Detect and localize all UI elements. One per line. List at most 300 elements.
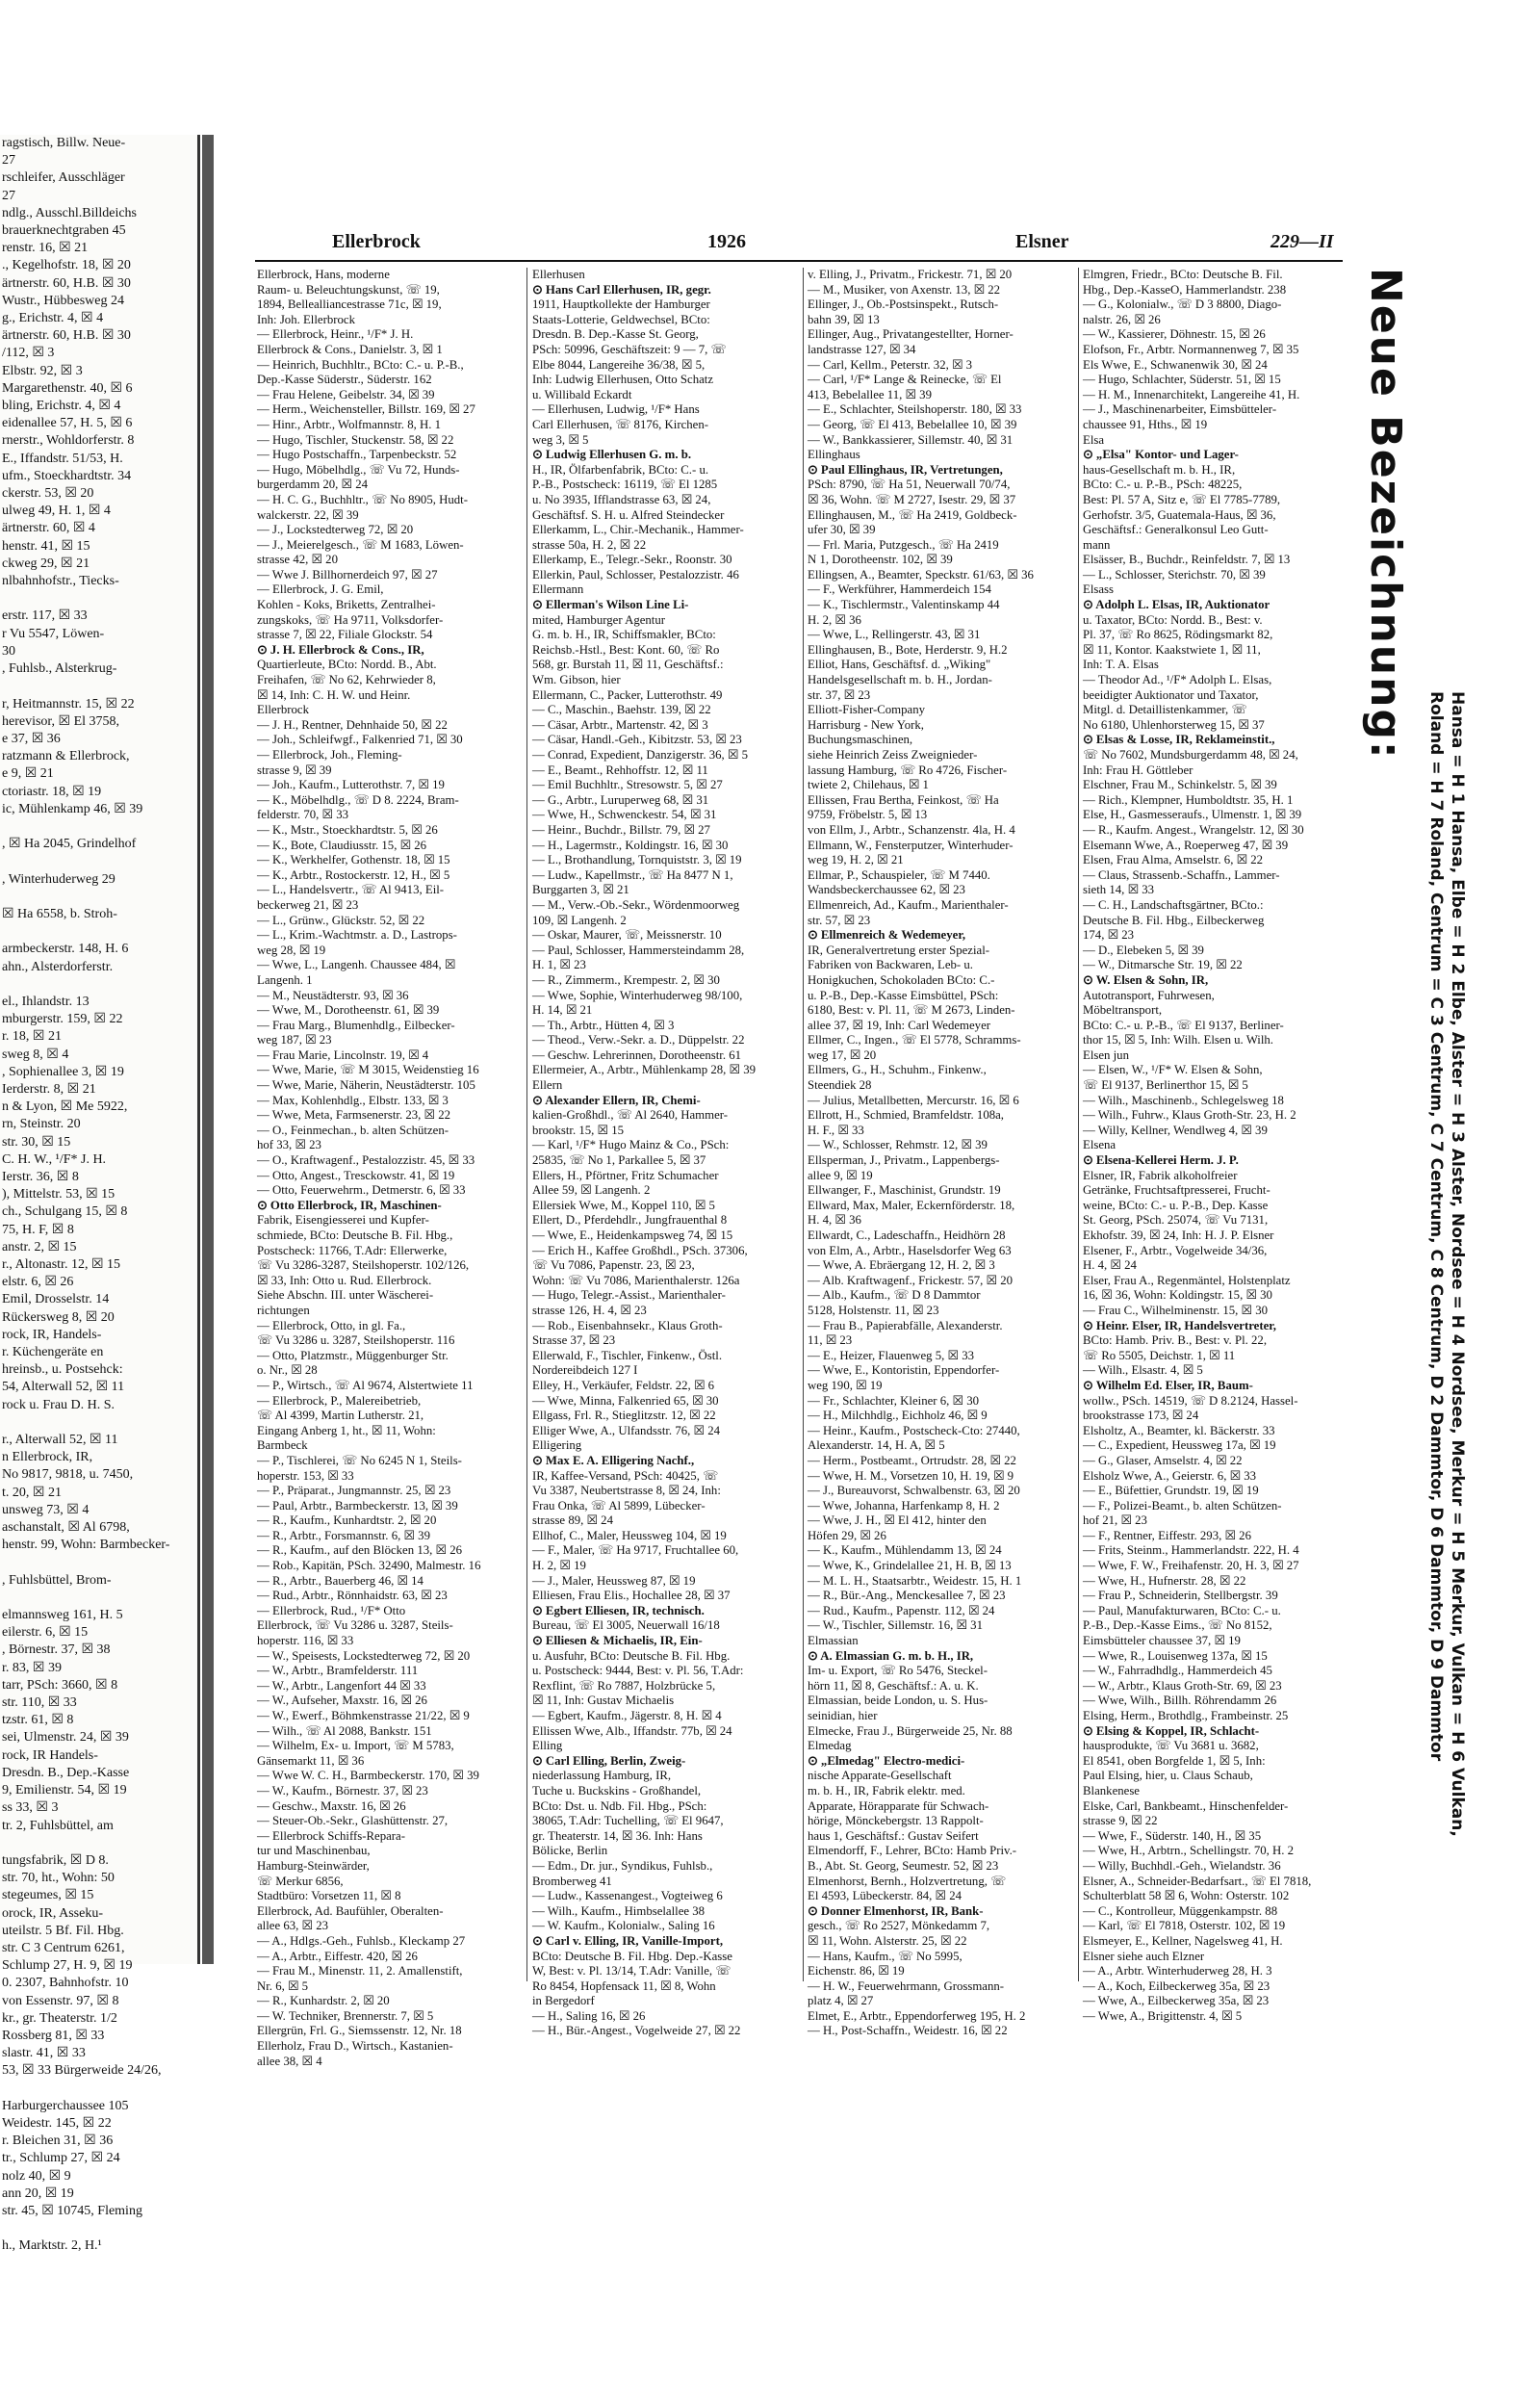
- directory-entry-line: Elbe 8044, Langereihe 36/38, ☒ 5,: [532, 357, 706, 372]
- directory-entry-line: — Emil Buchhltr., Stresowstr. 5, ☒ 27: [532, 778, 723, 792]
- previous-page-line: [0, 976, 197, 994]
- directory-entry-line: 1911, Hauptkollekte der Hamburger: [532, 297, 710, 312]
- directory-entry-line: Ellhof, C., Maler, Heussweg 104, ☒ 19: [532, 1528, 727, 1542]
- directory-entry-line: W, Best: v. Pl. 13/14, T.Adr: Vanille, ☏: [532, 1964, 732, 1978]
- directory-entry-line: ☒ 11, Wohn. Alsterstr. 25, ☒ 22: [808, 1933, 967, 1948]
- directory-entry-line: — R., Bür.-Ang., Menckesallee 7, ☒ 23: [808, 1589, 1006, 1603]
- directory-entry-line: — M., Musiker, von Axenstr. 13, ☒ 22: [808, 282, 1001, 297]
- directory-entry-line: — Wwe, Marie, Näherin, Neustädterstr. 105: [257, 1078, 475, 1093]
- directory-entry-line: Ellerkamp, E., Telegr.-Sekr., Roonstr. 30: [532, 553, 732, 567]
- directory-entry-line: Apparate, Hörapparate für Schwach-: [808, 1798, 989, 1813]
- directory-entry-line: ⊙ A. Elmassian G. m. b. H., IR,: [808, 1648, 974, 1663]
- directory-entry-line: Elmedag: [808, 1739, 852, 1753]
- previous-page-line: ärtnerstr. 60, H.B. ☒ 30: [2, 275, 131, 291]
- directory-entry-line: 11, ☒ 23: [808, 1333, 853, 1348]
- directory-entry-line: Gänsemarkt 11, ☒ 36: [257, 1753, 365, 1768]
- previous-page-line: Ierderstr. 8, ☒ 21: [2, 1081, 96, 1097]
- directory-entry-line: B., Abt. St. Georg, Seumestr. 52, ☒ 23: [808, 1858, 999, 1873]
- directory-entry-line: Eichenstr. 86, ☒ 19: [808, 1964, 905, 1978]
- directory-entry-line: — R., Kaufm., auf den Blöcken 13, ☒ 26: [257, 1543, 462, 1558]
- directory-entry-line: Ellerbrock, ☏ Vu 3286 u. 3287, Steils-: [257, 1618, 453, 1633]
- directory-entry-line: — H. W., Feuerwehrmann, Grossmann-: [808, 1978, 1005, 1993]
- directory-entry-line: Elligering: [532, 1438, 582, 1453]
- directory-entry-line: — R., Arbtr., Forsmannstr. 6, ☒ 39: [257, 1528, 430, 1542]
- directory-entry-line: ☏ El 9137, Berlinerthor 15, ☒ 5: [1083, 1078, 1248, 1093]
- directory-entry-line: 568, gr. Burstah 11, ☒ 11, Geschäftsf.:: [532, 658, 724, 672]
- directory-entry-line: — C., Kontrolleur, Müggenkampstr. 88: [1083, 1903, 1278, 1918]
- directory-entry-line: ☒ 36, Wohn. ☏ M 2727, Isestr. 29, ☒ 37: [808, 492, 1016, 506]
- directory-entry-line: Elmendorff, F., Lehrer, BCto: Hamb Priv.-: [808, 1844, 1017, 1858]
- directory-entry-line: von Ellm, J., Arbtr., Schanzenstr. 4la, H. 4: [808, 822, 1015, 837]
- directory-entry-line: — Wwe, R., Louisenweg 137a, ☒ 15: [1083, 1648, 1268, 1663]
- directory-entry-line: — Elsen, W., ¹/F* W. Elsen & Sohn,: [1083, 1063, 1263, 1077]
- directory-entry-line: — R., Arbtr., Bauerberg 46, ☒ 14: [257, 1573, 424, 1588]
- directory-entry-line: — Wwe, A., Eilbeckerweg 35a, ☒ 23: [1083, 1994, 1270, 2008]
- directory-entry-line: Ellmann, W., Fensterputzer, Winterhuder-: [808, 838, 1014, 852]
- directory-entry-line: — K., Werkhelfer, Gothenstr. 18, ☒ 15: [257, 853, 450, 867]
- directory-entry-line: H. F., ☒ 33: [808, 1123, 864, 1137]
- directory-entry-line: u. Willibald Eckardt: [532, 387, 632, 401]
- previous-page-line: ndlg., Ausschl.Billdeichs: [2, 205, 137, 220]
- previous-page-line: bling, Erichstr. 4, ☒ 4: [2, 399, 121, 414]
- previous-page-line: tzstr. 61, ☒ 8: [2, 1713, 74, 1728]
- previous-page-line: [0, 1835, 197, 1852]
- directory-entry-line: Else, H., Gasmesseraufs., Ulmenstr. 1, ☒ 39: [1083, 808, 1302, 822]
- directory-entry-line: — W., Arbtr., Langenfort 44 ☒ 33: [257, 1678, 426, 1693]
- directory-entry-line: — K., Mstr., Stoeckhardtstr. 5, ☒ 26: [257, 822, 438, 837]
- directory-entry-line: — Wwe, Meta, Farmsenerstr. 23, ☒ 22: [257, 1108, 451, 1123]
- directory-entry-line: — W., Ewerf., Böhmkenstrasse 21/22, ☒ 9: [257, 1709, 470, 1722]
- directory-entry-line: u. Postscheck: 9444, Best: v. Pl. 56, T.Adr:: [532, 1664, 744, 1678]
- previous-page-line: rn, Steinstr. 20: [2, 1117, 81, 1132]
- directory-entry-line: — Edm., Dr. jur., Syndikus, Fuhlsb.,: [532, 1858, 713, 1873]
- previous-page-line: str. C 3 Centrum 6261,: [2, 1940, 125, 1955]
- directory-entry-line: Schulterblatt 58 ☒ 6, Wohn: Osterstr. 102: [1083, 1889, 1290, 1903]
- directory-entry-line: Elmassian, beide London, u. S. Hus-: [808, 1694, 988, 1708]
- directory-entry-line: — P., Wirtsch., ☏ Al 9674, Alstertwiete 11: [257, 1378, 474, 1392]
- directory-entry-line: — Wwe W. C. H., Barmbeckerstr. 170, ☒ 39: [257, 1769, 479, 1783]
- directory-entry-line: Ellergrün, Frl. G., Siemssenstr. 12, Nr. 18: [257, 2024, 462, 2038]
- directory-entry-line: 38065, T.Adr: Tuchelling, ☏ El 9647,: [532, 1814, 724, 1828]
- directory-entry-line: — Ellerbrock, P., Malereibetrieb,: [257, 1393, 422, 1408]
- directory-entry-line: Dresdn. B. Dep.-Kasse St. Georg,: [532, 327, 699, 342]
- directory-entry-line: ☏ Merkur 6856,: [257, 1874, 344, 1888]
- previous-page-line: elmannsweg 161, H. 5: [2, 1608, 123, 1623]
- directory-entry-line: brookstrasse 173, ☒ 24: [1083, 1409, 1199, 1423]
- directory-entry-line: Elschner, Frau M., Schinkelstr. 5, ☒ 39: [1083, 778, 1277, 792]
- directory-entry-line: felderstr. 70, ☒ 33: [257, 808, 348, 822]
- directory-entry-line: hoperstr. 116, ☒ 33: [257, 1634, 354, 1648]
- directory-entry-line: BCto: C.- u. P.-B., PSch: 48225,: [1083, 478, 1243, 492]
- previous-page-line: [0, 1414, 197, 1432]
- directory-entry-line: weg 19, H. 2, ☒ 21: [808, 853, 904, 867]
- directory-entry-line: Stadtbüro: Vorsetzen 11, ☒ 8: [257, 1889, 401, 1903]
- directory-entry-line: — W., Schlosser, Rehmstr. 12, ☒ 39: [808, 1138, 988, 1152]
- directory-entry-line: IR, Kaffee-Versand, PSch: 40425, ☏: [532, 1468, 719, 1483]
- directory-entry-line: strasse 42, ☒ 20: [257, 553, 338, 567]
- directory-entry-line: 174, ☒ 23: [1083, 928, 1135, 943]
- previous-page-line: Rückersweg 8, ☒ 20: [2, 1309, 115, 1325]
- directory-entry-line: Bromberweg 41: [532, 1874, 612, 1888]
- previous-page-line: rock u. Frau D. H. S.: [2, 1397, 116, 1412]
- previous-page-line: [0, 853, 197, 870]
- previous-page-line: kr., gr. Theaterstr. 1/2: [2, 2010, 117, 2026]
- directory-entry-line: Els Wwe, E., Schwanenwik 30, ☒ 24: [1083, 357, 1268, 372]
- previous-page-line: ch., Schulgang 15, ☒ 8: [2, 1204, 128, 1220]
- directory-entry-line: Ellermeier, A., Arbtr., Mühlenkamp 28, ☒ 39: [532, 1063, 757, 1077]
- directory-entry-line: burgerdamm 20, ☒ 24: [257, 478, 369, 492]
- previous-page-line: ckweg 29, ☒ 21: [2, 556, 90, 571]
- directory-entry-line: Barmbeck: [257, 1438, 308, 1453]
- directory-entry-line: — W., Arbtr., Klaus Groth-Str. 69, ☒ 23: [1083, 1678, 1282, 1693]
- directory-entry-line: Geschäftsf. S. H. u. Alfred Steindecker: [532, 507, 725, 522]
- directory-entry-line: ⊙ Ellmenreich & Wedemeyer,: [808, 928, 966, 943]
- directory-entry-line: BCto: C.- u. P.-B., ☏ El 9137, Berliner-: [1083, 1018, 1284, 1032]
- directory-entry-line: Dep.-Kasse Süderstr., Süderstr. 162: [257, 373, 432, 387]
- directory-entry-line: — Paul, Manufakturwaren, BCto: C.- u.: [1083, 1603, 1281, 1617]
- directory-entry-line: Elliot, Hans, Geschäftsf. d. „Wiking": [808, 658, 991, 672]
- directory-entry-line: — A., Arbtr. Winterhuderweg 28, H. 3: [1083, 1964, 1272, 1978]
- directory-entry-line: — Wwe, E., Kontoristin, Eppendorfer-: [808, 1363, 1000, 1378]
- previous-page-line: ☒ Ha 6558, b. Stroh-: [2, 906, 117, 921]
- directory-entry-line: — D., Elebeken 5, ☒ 39: [1083, 943, 1204, 957]
- directory-entry-line: PSch: 50996, Geschäftszeit: 9 — 7, ☏: [532, 342, 727, 356]
- previous-page-line: n Ellerbrock, IR,: [2, 1450, 93, 1465]
- directory-entry-line: — Geschw. Lehrerinnen, Dorotheenstr. 61: [532, 1047, 742, 1062]
- directory-entry-line: Blankenese: [1083, 1783, 1140, 1797]
- directory-entry-line: — Frau Helene, Geibelstr. 34, ☒ 39: [257, 387, 435, 401]
- directory-entry-line: nische Apparate-Gesellschaft: [808, 1769, 952, 1783]
- directory-entry-line: Elliott-Fisher-Company: [808, 703, 926, 717]
- directory-entry-line: — Wilh., Elsastr. 4, ☒ 5: [1083, 1363, 1203, 1378]
- directory-entry-line: Ekhofstr. 39, ☒ 24, Inh: H. J. P. Elsner: [1083, 1228, 1274, 1242]
- directory-entry-line: — W., Ditmarsche Str. 19, ☒ 22: [1083, 958, 1243, 972]
- previous-page-line: el., Ihlandstr. 13: [2, 994, 90, 1009]
- directory-entry-line: — Herm., Weichensteller, Billstr. 169, ☒ 27: [257, 402, 475, 417]
- previous-page-line: eidenallee 57, H. 5, ☒ 6: [2, 416, 133, 431]
- previous-page-line: Dresdn. B., Dep.-Kasse: [2, 1765, 130, 1780]
- previous-page-line: nolz 40, ☒ 9: [2, 2168, 71, 2184]
- directory-entry-line: — F., Werkführer, Hammerdeich 154: [808, 582, 991, 597]
- previous-page-line: ss 33, ☒ 3: [2, 1800, 59, 1816]
- directory-entry-line: ⊙ Alexander Ellern, IR, Chemi-: [532, 1093, 701, 1107]
- directory-entry-line: — Wwe, H., Hufnerstr. 28, ☒ 22: [1083, 1573, 1246, 1588]
- directory-entry-line: in Bergedorf: [532, 1994, 595, 2008]
- directory-entry-line: — Conrad, Expedient, Danzigerstr. 36, ☒ 5: [532, 748, 748, 762]
- previous-page-line: rock, IR Handels-: [2, 1747, 98, 1763]
- directory-entry-line: Elsen, Frau Alma, Amselstr. 6, ☒ 22: [1083, 853, 1264, 867]
- directory-entry-line: — Wwe, Minna, Falkenried 65, ☒ 30: [532, 1393, 719, 1408]
- directory-entry-line: — H., Lagermstr., Koldingstr. 16, ☒ 30: [532, 838, 729, 852]
- previous-page-line: tr., Schlump 27, ☒ 24: [2, 2151, 120, 2166]
- directory-entry-line: Elsholz Wwe, A., Geierstr. 6, ☒ 33: [1083, 1468, 1257, 1483]
- directory-entry-line: — Oskar, Maurer, ☏, Meissnerstr. 10: [532, 928, 722, 943]
- directory-entry-line: hörige, Mönckebergstr. 13 Rappolt-: [808, 1814, 984, 1828]
- previous-page-line: 75, H. F, ☒ 8: [2, 1222, 74, 1237]
- directory-entry-line: — P., Tischlerei, ☏ No 6245 N 1, Steils-: [257, 1453, 462, 1467]
- directory-entry-line: — G., Kolonialw., ☏ D 3 8800, Diago-: [1083, 297, 1282, 312]
- previous-page-line: rock, IR, Handels-: [2, 1327, 102, 1342]
- directory-entry-line: Ellinger, Aug., Privatangestellter, Horner-: [808, 327, 1014, 342]
- directory-entry-line: — F., Rentner, Eiffestr. 293, ☒ 26: [1083, 1528, 1251, 1542]
- previous-page-line: r., Altonastr. 12, ☒ 15: [2, 1257, 120, 1272]
- directory-entry-line: siehe Heinrich Zeiss Zweignieder-: [808, 748, 978, 762]
- previous-page-line: r. Küchengeräte en: [2, 1345, 104, 1360]
- directory-entry-line: Ellmar, P., Schauspieler, ☏ M 7440.: [808, 867, 990, 882]
- directory-entry-line: Elsmeyer, E., Kellner, Nagelsweg 41, H.: [1083, 1933, 1283, 1948]
- directory-entry-line: Nordereibdeich 127 I: [532, 1363, 638, 1378]
- directory-entry-line: — K., Tischlermstr., Valentinskamp 44: [808, 598, 1000, 612]
- directory-entry-line: Ellerhusen: [532, 268, 585, 281]
- directory-entry-line: ⊙ Elsas & Losse, IR, Reklameinstit.,: [1083, 733, 1275, 747]
- directory-entry-line: 5128, Holstenstr. 11, ☒ 23: [808, 1303, 939, 1317]
- previous-page-line: 0. 2307, Bahnhofstr. 10: [2, 1976, 129, 1991]
- previous-page-line: uteilstr. 5 Bf. Fil. Hbg.: [2, 1923, 124, 1938]
- running-header: [255, 231, 1343, 256]
- directory-entry-line: — Wwe, K., Grindelallee 21, H. B, ☒ 13: [808, 1559, 1012, 1573]
- previous-page-line: sei, Ulmenstr. 24, ☒ 39: [2, 1730, 129, 1746]
- directory-entry-line: thor 15, ☒ 5, Inh: Wilh. Elsen u. Wilh.: [1083, 1033, 1274, 1047]
- directory-entry-line: — H. C. G., Buchhltr., ☏ No 8905, Hudt-: [257, 492, 468, 506]
- directory-entry-line: — Frau M., Minenstr. 11, 2. Amallenstift,: [257, 1964, 463, 1978]
- directory-entry-line: ⊙ Egbert Elliesen, IR, technisch.: [532, 1603, 705, 1617]
- directory-entry-line: Buchungsmaschinen,: [808, 733, 913, 747]
- directory-entry-line: weg 3, ☒ 5: [532, 432, 589, 447]
- directory-entry-line: — Karl, ☏ El 7818, Osterstr. 102, ☒ 19: [1083, 1919, 1286, 1933]
- directory-entry-line: 413, Bebelallee 11, ☒ 39: [808, 387, 932, 401]
- directory-entry-line: Deutsche B. Fil. Hbg., Eilbeckerweg: [1083, 913, 1265, 927]
- directory-entry-line: ☒ 33, Inh: Otto u. Rud. Ellerbrock.: [257, 1273, 432, 1287]
- directory-entry-line: Geschäftsf.: Generalkonsul Leo Gutt-: [1083, 523, 1269, 537]
- directory-entry-line: strasse 9, ☒ 39: [257, 763, 332, 777]
- column-1: [257, 268, 522, 2068]
- directory-entry-line: Elmgren, Friedr., BCto: Deutsche B. Fil.: [1083, 268, 1283, 281]
- directory-entry-line: — L., Schlosser, Sterichstr. 70, ☒ 39: [1083, 567, 1266, 582]
- book-gutter: [202, 135, 214, 1964]
- previous-page-line: brauerknechtgraben 45: [2, 223, 126, 239]
- directory-entry-line: richtungen: [257, 1303, 310, 1317]
- previous-page-line: 53, ☒ 33 Bürgerweide 24/26,: [2, 2063, 162, 2079]
- directory-entry-line: — Cäsar, Handl.-Geh., Kibitzstr. 53, ☒ 23: [532, 733, 742, 747]
- directory-entry-line: ☏ Vu 3286-3287, Steilshoperstr. 102/126,: [257, 1258, 470, 1273]
- directory-entry-line: — M. L. H., Staatsarbtr., Weidestr. 15, H. 1: [808, 1573, 1022, 1588]
- directory-entry-line: allee 63, ☒ 23: [257, 1919, 329, 1933]
- directory-entry-line: Fabrik, Eisengiesserei und Kupfer-: [257, 1213, 429, 1228]
- directory-entry-line: zungskoks, ☏ Ha 9711, Volksdorfer-: [257, 612, 444, 627]
- directory-entry-line: — W. Kaufm., Kolonialw., Saling 16: [532, 1919, 715, 1933]
- directory-entry-line: Reichsb.-Hstl., Best: Kont. 60, ☏ Ro: [532, 642, 720, 657]
- directory-entry-line: mited, Hamburger Agentur: [532, 612, 666, 627]
- directory-entry-line: — J., Maschinenarbeiter, Eimsbütteler-: [1083, 402, 1277, 417]
- directory-entry-line: Siehe Abschn. III. unter Wäscherei-: [257, 1288, 434, 1303]
- directory-entry-line: Elmassian: [808, 1634, 859, 1648]
- directory-entry-line: ⊙ Elsena-Kellerei Herm. J. P.: [1083, 1153, 1239, 1168]
- directory-entry-line: Elliesen, Frau Elis., Hochallee 28, ☒ 37: [532, 1589, 731, 1603]
- directory-entry-line: Elsemann Wwe, A., Roeperweg 47, ☒ 39: [1083, 838, 1289, 852]
- directory-entry-line: — G., Glaser, Amselstr. 4, ☒ 22: [1083, 1453, 1243, 1467]
- directory-entry-line: — J., Meierelgesch., ☏ M 1683, Löwen-: [257, 537, 464, 552]
- directory-entry-line: Ellinghausen, B., Bote, Herderstr. 9, H.2: [808, 642, 1008, 657]
- directory-entry-line: — Wwe, Sophie, Winterhuderweg 98/100,: [532, 988, 743, 1002]
- directory-entry-line: Ellerbrock: [257, 703, 310, 717]
- directory-entry-line: Wm. Gibson, hier: [532, 673, 621, 687]
- previous-page-line: ärtnerstr. 60, H.B. ☒ 30: [2, 328, 131, 344]
- directory-entry-line: Steendiek 28: [808, 1078, 872, 1093]
- directory-entry-line: — Frl. Maria, Putzgesch., ☏ Ha 2419: [808, 537, 999, 552]
- directory-entry-line: — Ellerbrock, J. G. Emil,: [257, 582, 384, 597]
- directory-entry-line: — Ellerbrock, Otto, in gl. Fa.,: [257, 1318, 406, 1332]
- previous-page-line: anstr. 2, ☒ 15: [2, 1239, 77, 1254]
- previous-page-line: , Sophienallee 3, ☒ 19: [2, 1064, 124, 1079]
- directory-entry-line: — W., Tischler, Sillemstr. 16, ☒ 31: [808, 1618, 983, 1633]
- directory-entry-line: — L., Krim.-Wachtmstr. a. D., Lastrops-: [257, 928, 457, 943]
- directory-entry-line: Elser, Frau A., Regenmäntel, Holstenplatz: [1083, 1273, 1291, 1287]
- directory-entry-line: Eingang Anberg 1, ht., ☒ 11, Wohn:: [257, 1423, 436, 1437]
- directory-entry-line: — W., Bankkassierer, Sillemstr. 40, ☒ 31: [808, 432, 1014, 447]
- directory-entry-line: Rexflint, ☏ Ro 7887, Holzbrücke 5,: [532, 1678, 716, 1693]
- directory-entry-line: — J., Bureauvorst, Schwalbenstr. 63, ☒ 20: [808, 1484, 1020, 1498]
- directory-entry-line: — Steuer-Ob.-Sekr., Glashüttenstr. 27,: [257, 1814, 449, 1828]
- directory-entry-line: Ellersiek Wwe, M., Koppel 110, ☒ 5: [532, 1198, 715, 1212]
- directory-entry-line: — Hugo, Telegr.-Assist., Marienthaler-: [532, 1288, 726, 1303]
- directory-entry-line: Ellmers, G., H., Schuhm., Finkenw.,: [808, 1063, 987, 1077]
- previous-page-line: eilerstr. 6, ☒ 15: [2, 1625, 89, 1641]
- directory-entry-line: Wandsbeckerchaussee 62, ☒ 23: [808, 883, 965, 897]
- previous-page-line: rschleifer, Ausschläger: [2, 170, 125, 186]
- directory-entry-line: Elley, H., Verkäufer, Feldstr. 22, ☒ 6: [532, 1378, 715, 1392]
- previous-page-line: , Fuhlsb., Alsterkrug-: [2, 661, 117, 677]
- directory-entry-line: Im- u. Export, ☏ Ro 5476, Steckel-: [808, 1664, 988, 1678]
- directory-entry-line: Elmet, E., Arbtr., Eppendorferweg 195, H. 2: [808, 2008, 1026, 2023]
- directory-entry-line: — Frau C., Wilhelminenstr. 15, ☒ 30: [1083, 1303, 1269, 1317]
- previous-page-line: r Vu 5547, Löwen-: [2, 626, 105, 641]
- column-2: [532, 268, 800, 2038]
- directory-entry-line: Ellmer, C., Ingen., ☏ El 5778, Schramms-: [808, 1033, 1021, 1047]
- previous-page-line: henstr. 99, Wohn: Barmbecker-: [2, 1538, 170, 1553]
- directory-entry-line: — F., Polizei-Beamt., b. alten Schützen-: [1083, 1498, 1282, 1513]
- directory-entry-line: — Willy, Kellner, Wendlweg 4, ☒ 39: [1083, 1123, 1268, 1137]
- directory-entry-line: Vu 3387, Neubertstrasse 8, ☒ 24, Inh:: [532, 1484, 721, 1498]
- directory-entry-line: haus-Gesellschaft m. b. H., IR,: [1083, 462, 1236, 477]
- previous-page-line: , Fuhlsbüttel, Brom-: [2, 1572, 112, 1588]
- directory-entry-line: Elsholtz, A., Beamter, kl. Bäckerstr. 33: [1083, 1423, 1275, 1437]
- column-4: [1083, 268, 1341, 2023]
- previous-page-line: , Börnestr. 37, ☒ 38: [2, 1642, 111, 1658]
- directory-entry-line: Paul Elsing, hier, u. Claus Schaub,: [1083, 1769, 1253, 1783]
- directory-entry-line: brookstr. 15, ☒ 15: [532, 1123, 625, 1137]
- directory-entry-line: von Elm, A., Arbtr., Haselsdorfer Weg 63: [808, 1243, 1012, 1257]
- directory-entry-line: — Geschw., Maxstr. 16, ☒ 26: [257, 1798, 406, 1813]
- directory-page: [217, 144, 1540, 2068]
- directory-entry-line: — Frits, Steinm., Hammerlandstr. 222, H. 4: [1083, 1543, 1299, 1558]
- directory-entry-line: 6180, Best: v. Pl. 11, ☏ M 2673, Linden-: [808, 1003, 1015, 1018]
- previous-page-line: ann 20, ☒ 19: [2, 2185, 74, 2201]
- directory-entry-line: Elsner siehe auch Elzner: [1083, 1949, 1205, 1963]
- directory-entry-line: hof 21, ☒ 23: [1083, 1513, 1147, 1528]
- directory-entry-line: — Wilh., ☏ Al 2088, Bankstr. 151: [257, 1723, 432, 1738]
- directory-entry-line: strasse 50a, H. 2, ☒ 22: [532, 537, 647, 552]
- previous-page-line: orock, IR, Asseku-: [2, 1905, 103, 1921]
- directory-entry-line: Elsa: [1083, 432, 1105, 447]
- previous-page-line: rnerstr., Wohldorferstr. 8: [2, 433, 135, 449]
- previous-page-line: ahn., Alsterdorferstr.: [2, 959, 114, 974]
- directory-entry-line: weg 28, ☒ 19: [257, 943, 326, 957]
- directory-entry-line: — Theodor Ad., ¹/F* Adolph L. Elsas,: [1083, 673, 1272, 687]
- directory-entry-line: — Fr., Schlachter, Kleiner 6, ☒ 30: [808, 1393, 979, 1408]
- directory-entry-line: ⊙ W. Elsen & Sohn, IR,: [1083, 972, 1209, 987]
- directory-entry-line: Ellward, Max, Maler, Eckernförderstr. 18,: [808, 1198, 1015, 1212]
- directory-entry-line: mann: [1083, 537, 1111, 552]
- directory-entry-line: N 1, Dorotheenstr. 102, ☒ 39: [808, 553, 953, 567]
- previous-page-line: henstr. 41, ☒ 15: [2, 538, 90, 554]
- directory-entry-line: ⊙ Carl v. Elling, IR, Vanille-Import,: [532, 1933, 724, 1948]
- directory-entry-line: nalstr. 26, ☒ 26: [1083, 312, 1161, 326]
- directory-entry-line: — A., Arbtr., Eiffestr. 420, ☒ 26: [257, 1949, 418, 1963]
- directory-entry-line: — Julius, Metallbetten, Mercurstr. 16, ☒ 6: [808, 1093, 1019, 1107]
- previous-page-line: , ☒ Ha 2045, Grindelhof: [2, 837, 137, 852]
- previous-page-line: stegeumes, ☒ 15: [2, 1888, 94, 1903]
- directory-entry-line: — Hans, Kaufm., ☏ No 5995,: [808, 1949, 962, 1963]
- directory-entry-line: chaussee 91, Hths., ☒ 19: [1083, 417, 1208, 431]
- previous-page-line: Elbstr. 92, ☒ 3: [2, 363, 83, 378]
- previous-page-line: Margarethenstr. 40, ☒ 6: [2, 380, 133, 396]
- directory-entry-line: — Karl, ¹/F* Hugo Mainz & Co., PSch:: [532, 1138, 730, 1152]
- directory-entry-line: — H., Bür.-Angest., Vogelweide 27, ☒ 22: [532, 2024, 741, 2038]
- directory-entry-line: — K., Bote, Claudiusstr. 15, ☒ 26: [257, 838, 427, 852]
- directory-entry-line: strasse 126, H. 4, ☒ 23: [532, 1303, 647, 1317]
- directory-entry-line: — L., Handelsvertr., ☏ Al 9413, Eil-: [257, 883, 445, 897]
- directory-entry-line: — Heinr., Buchdr., Billstr. 79, ☒ 27: [532, 822, 710, 837]
- directory-entry-line: P.-B., Dep.-Kasse Eims., ☏ No 8152,: [1083, 1618, 1272, 1633]
- previous-page-line: tarr, PSch: 3660, ☒ 8: [2, 1677, 118, 1693]
- directory-entry-line: — K., Möbelhdlg., ☏ D 8. 2224, Bram-: [257, 792, 459, 807]
- previous-page-line: [0, 2081, 197, 2098]
- directory-entry-line: El 8541, oben Borgfelde 1, ☒ 5, Inh:: [1083, 1753, 1266, 1768]
- previous-page-line: 9, Emilienstr. 54, ☒ 19: [2, 1783, 127, 1798]
- directory-entry-line: Elsing, Herm., Brothdlg., Frambeinstr. 25: [1083, 1709, 1289, 1722]
- directory-entry-line: — H., Post-Schaffn., Weidestr. 16, ☒ 22: [808, 2024, 1008, 2038]
- directory-entry-line: u. No 3935, Ifflandstrasse 63, ☒ 24,: [532, 492, 711, 506]
- previous-page-line: r, Heitmannstr. 15, ☒ 22: [2, 696, 135, 711]
- previous-page-line: [0, 678, 197, 695]
- directory-entry-line: — W., Kassierer, Döhnestr. 15, ☒ 26: [1083, 327, 1266, 342]
- directory-entry-line: — Wwe, Johanna, Harfenkamp 8, H. 2: [808, 1498, 1000, 1513]
- directory-entry-line: sieth 14, ☒ 33: [1083, 883, 1155, 897]
- directory-entry-line: Burggarten 3, ☒ 21: [532, 883, 629, 897]
- directory-entry-line: — Wwe J. Billhornerdeich 97, ☒ 27: [257, 567, 438, 582]
- directory-entry-line: Ro 8454, Hopfensack 11, ☒ 8, Wohn: [532, 1978, 716, 1993]
- directory-entry-line: Mitgl. d. Detaillistenkammer, ☏: [1083, 703, 1247, 717]
- directory-entry-line: PSch: 8790, ☏ Ha 51, Neuerwall 70/74,: [808, 478, 1011, 492]
- directory-entry-line: — H. M., Innenarchitekt, Langereihe 41, H.: [1083, 387, 1300, 401]
- directory-entry-line: P.-B., Postscheck: 16119, ☏ El 1285: [532, 478, 718, 492]
- directory-entry-line: Höfen 29, ☒ 26: [808, 1528, 886, 1542]
- directory-entry-line: — Wwe, J. H., ☒ El 412, hinter den: [808, 1513, 987, 1528]
- directory-entry-line: — Wwe, F., Süderstr. 140, H., ☒ 35: [1083, 1828, 1262, 1843]
- directory-entry-line: — Hugo, Möbelhdlg., ☏ Vu 72, Hunds-: [257, 462, 460, 477]
- directory-entry-line: Elsner, A., Schneider-Bedarfsart., ☏ El 7818,: [1083, 1874, 1312, 1888]
- directory-entry-line: Raum- u. Beleuchtungskunst, ☏ 19,: [257, 282, 440, 297]
- directory-entry-line: — Claus, Strassenb.-Schaffn., Lammer-: [1083, 867, 1280, 882]
- directory-entry-line: — Wwe, A. Ebräergang 12, H. 2, ☒ 3: [808, 1258, 995, 1273]
- directory-entry-line: — K., Kaufm., Mühlendamm 13, ☒ 24: [808, 1543, 1002, 1558]
- directory-entry-line: — Otto, Angest., Tresckowstr. 41, ☒ 19: [257, 1168, 455, 1182]
- directory-entry-line: Pl. 37, ☏ Ro 8625, Rödingsmarkt 82,: [1083, 628, 1273, 642]
- previous-page-line: g., Erichstr. 4, ☒ 4: [2, 311, 104, 326]
- directory-entry-line: — Wwe, A., Brigittenstr. 4, ☒ 5: [1083, 2008, 1243, 2023]
- directory-entry-line: ⊙ Donner Elmenhorst, IR, Bank-: [808, 1903, 984, 1918]
- directory-entry-line: — Wilh., Maschinenb., Schlegelsweg 18: [1083, 1093, 1284, 1107]
